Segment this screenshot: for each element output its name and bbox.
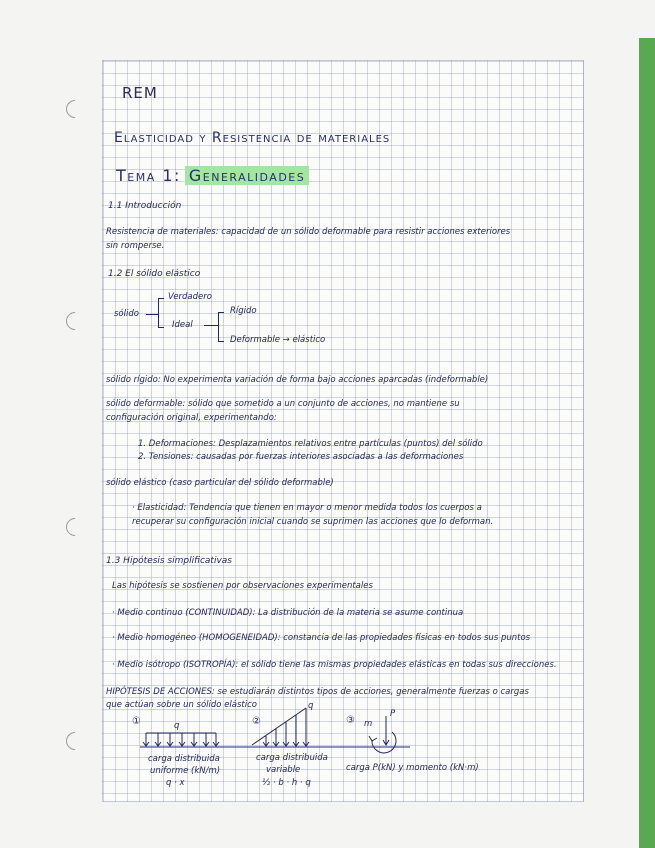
solido-deformable-line1: sólido deformable: sólido que sometido a un conjunto de acciones, no mantiene su bbox=[106, 399, 460, 409]
moment-arrow-head bbox=[369, 736, 377, 741]
section-1-1-heading: 1.1 Introducción bbox=[108, 201, 182, 211]
section-1-3-heading: 1.3 Hipótesis simplificativas bbox=[106, 556, 232, 566]
intro-definition-line2: sin romperse. bbox=[106, 241, 165, 251]
hipotesis-acciones-line2: que actúan sobre un sólido elástico bbox=[106, 700, 257, 710]
diagram-2-number: ② bbox=[252, 716, 261, 727]
tema-label: Tema 1: bbox=[116, 166, 181, 185]
hipotesis-isotropia: · Medio isótropo (ISOTROPÍA): el sólido tiene las mismas propiedades elásticas en todas sus direcciones. bbox=[112, 660, 557, 670]
diagram-2-caption-3: ½ · b · h · q bbox=[262, 778, 311, 788]
hipotesis-acciones-line1: HIPÓTESIS DE ACCIONES: se estudiarán distintos tipos de acciones, generalmente fuerzas o cargas bbox=[106, 687, 529, 697]
diagram-1-caption-3: q · x bbox=[166, 778, 185, 788]
diagram-1-caption-1: carga distribuida bbox=[148, 754, 220, 764]
diagram-2-q-label: q bbox=[308, 701, 314, 711]
intro-definition-line1: Resistencia de materiales: capacidad de un sólido deformable para resistir acciones exteriores bbox=[106, 227, 511, 237]
diagram-3-number: ③ bbox=[346, 715, 355, 726]
diagram-2-caption-2: variable bbox=[266, 765, 301, 775]
deformaciones-item: 1. Deformaciones: Desplazamientos relativos entre partículas (puntos) del sólido bbox=[138, 439, 483, 449]
solido-deformable-line2: configuración original, experimentando: bbox=[106, 413, 277, 423]
diagram-2-caption-1: carga distribuida bbox=[256, 753, 328, 763]
tree-rigido: Rígido bbox=[230, 306, 257, 316]
page-title: Elasticidad y Resistencia de materiales bbox=[114, 130, 391, 146]
tree-ideal: Ideal bbox=[172, 320, 193, 330]
hipotesis-continuidad: · Medio continuo (CONTINUIDAD): La distribución de la materia se asume continua bbox=[112, 608, 464, 618]
tree-deformable: Deformable → elástico bbox=[230, 335, 326, 345]
diagram-variable-load bbox=[222, 708, 330, 747]
diagram-3-p-label: P bbox=[390, 709, 396, 719]
hipotesis-intro: Las hipótesis se sostienen por observaciones experimentales bbox=[112, 581, 373, 591]
diagram-uniform-load bbox=[140, 733, 222, 747]
diagram-3-caption: carga P(kN) y momento (kN·m) bbox=[346, 763, 479, 773]
section-1-2-heading: 1.2 El sólido elástico bbox=[108, 269, 201, 279]
elasticidad-line2: recuperar su configuración inicial cuando se suprimen las acciones que lo deforman. bbox=[132, 517, 494, 527]
diagram-3-m-label: m bbox=[364, 719, 373, 729]
tema-name-highlighted: Generalidades bbox=[185, 166, 309, 185]
tensiones-item: 2. Tensiones: causadas por fuerzas interiores asociadas a las deformaciones bbox=[138, 452, 464, 462]
hipotesis-homogeneidad: · Medio homogéneo (HOMOGENEIDAD): constancia de las propiedades físicas en todos sus puntos bbox=[112, 633, 531, 643]
elasticidad-line1: · Elasticidad: Tendencia que tienen en mayor o menor medida todos los cuerpos a bbox=[132, 503, 482, 513]
solido-elastico-heading: sólido elástico (caso particular del sólido deformable) bbox=[106, 478, 334, 488]
subject-header: REM bbox=[122, 84, 158, 102]
arrow-heads bbox=[143, 742, 219, 746]
tree-verdadero: Verdadero bbox=[168, 292, 212, 302]
solido-rigido-definition: sólido rígido: No experimenta variación de forma bajo acciones aparcadas (indeformable) bbox=[106, 375, 489, 385]
diagram-1-number: ① bbox=[132, 716, 141, 727]
diagram-1-caption-2: uniforme (kN/m) bbox=[150, 766, 221, 776]
diagram-1-q-label: q bbox=[174, 721, 180, 731]
tree-root-solido: sólido bbox=[114, 309, 139, 319]
